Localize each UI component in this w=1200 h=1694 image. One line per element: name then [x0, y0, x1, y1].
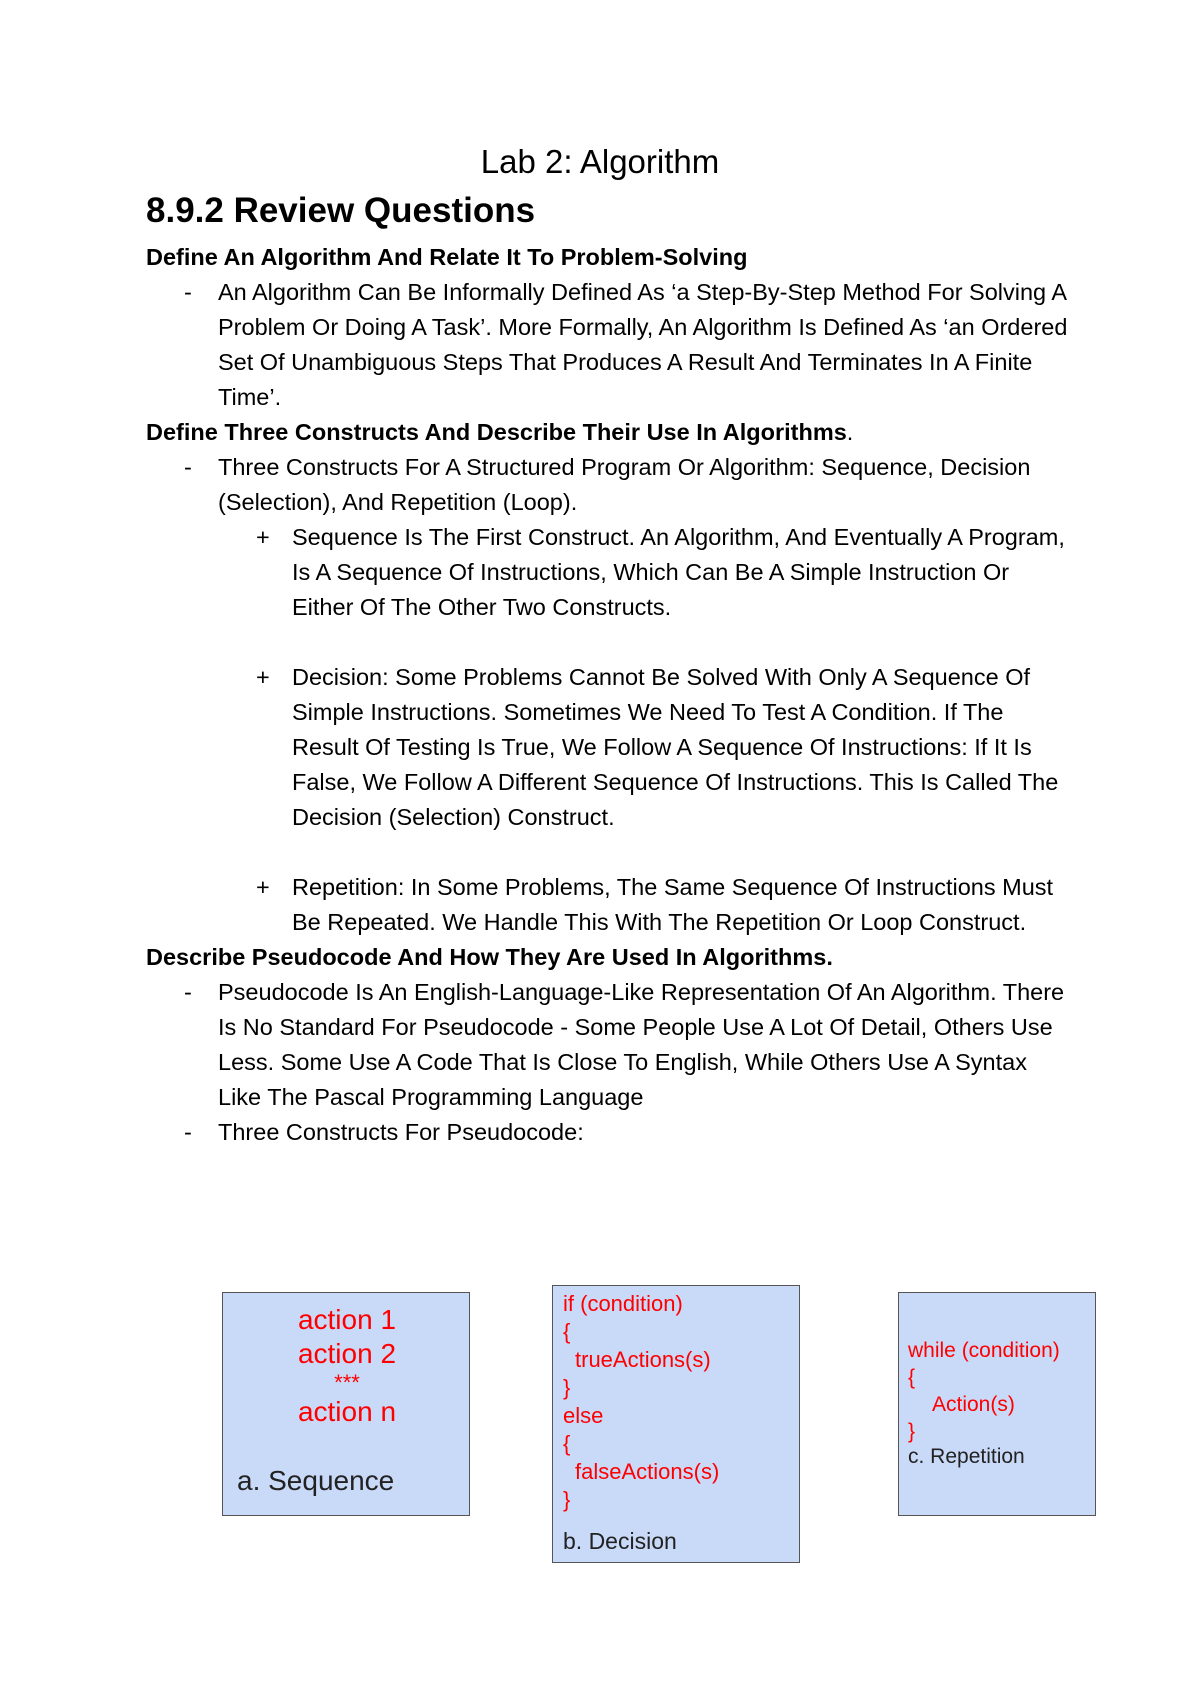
question-3-answer: - Pseudocode Is An English-Language-Like Representation Of An Algorithm. There Is No Standard For Pseudocode - Some People Use A Lot Of Detail, Others Use Less. Some Use A Code That Is Close To English, While Others Use A Syntax Like The Pascal Programming Language	[146, 975, 1076, 1115]
decision-code: if (condition) { trueActions(s) } else { falseActions(s) }	[563, 1291, 720, 1512]
repetition-description: + Repetition: In Some Problems, The Same Sequence Of Instructions Must Be Repeated. We Handle This With The Repetition Or Loop Construct.	[146, 870, 1076, 940]
sequence-caption: a. Sequence	[237, 1465, 395, 1496]
section-heading: 8.9.2 Review Questions	[146, 191, 536, 230]
document-body	[146, 240, 1076, 1150]
sequence-code: action 1 action 2 *** action n	[297, 1304, 397, 1427]
question-1-answer: - An Algorithm Can Be Informally Defined As ‘a Step-By-Step Method For Solving A Problem Or Doing A Task’. More Formally, An Algorithm Is Defined As ‘an Ordered Set Of Unambiguous Steps That Produces A Result And Terminates In A Finite Time’.	[146, 275, 1076, 415]
plus-marker: +	[256, 664, 270, 690]
dash-marker: -	[184, 1119, 192, 1145]
question-3-answer-2: - Three Constructs For Pseudocode:	[146, 1115, 1076, 1150]
question-1-heading: Define An Algorithm And Relate It To Problem-Solving	[146, 244, 748, 270]
repetition-figure	[898, 1292, 1096, 1516]
dash-marker: -	[184, 454, 192, 480]
sequence-figure	[222, 1292, 470, 1516]
decision-description: + Decision: Some Problems Cannot Be Solved With Only A Sequence Of Simple Instructions. Sometimes We Need To Test A Condition. If The Result Of Testing Is True, We Follow A Sequence Of Instructions: If It Is False, We Follow A Different Sequence Of Instructions. This Is Called The Decision (Selection) Construct.	[146, 660, 1076, 835]
decision-caption: b. Decision	[563, 1528, 677, 1554]
plus-marker: +	[256, 524, 270, 550]
page-title: Lab 2: Algorithm	[480, 143, 720, 180]
dash-marker: -	[184, 979, 192, 1005]
question-3-heading: Describe Pseudocode And How They Are Used In Algorithms.	[146, 944, 833, 970]
repetition-code: while (condition) { Action(s) }	[908, 1339, 1060, 1443]
decision-figure	[552, 1285, 800, 1563]
question-2-answer: - Three Constructs For A Structured Program Or Algorithm: Sequence, Decision (Selection), And Repetition (Loop).	[146, 450, 1076, 520]
dash-marker: -	[184, 279, 192, 305]
plus-marker: +	[256, 874, 270, 900]
repetition-caption: c. Repetition	[908, 1445, 1025, 1468]
sequence-description: + Sequence Is The First Construct. An Algorithm, And Eventually A Program, Is A Sequence Of Instructions, Which Can Be A Simple Instruction Or Either Of The Other Two Constructs.	[146, 520, 1076, 625]
question-2-heading: Define Three Constructs And Describe Their Use In Algorithms.	[146, 419, 854, 445]
